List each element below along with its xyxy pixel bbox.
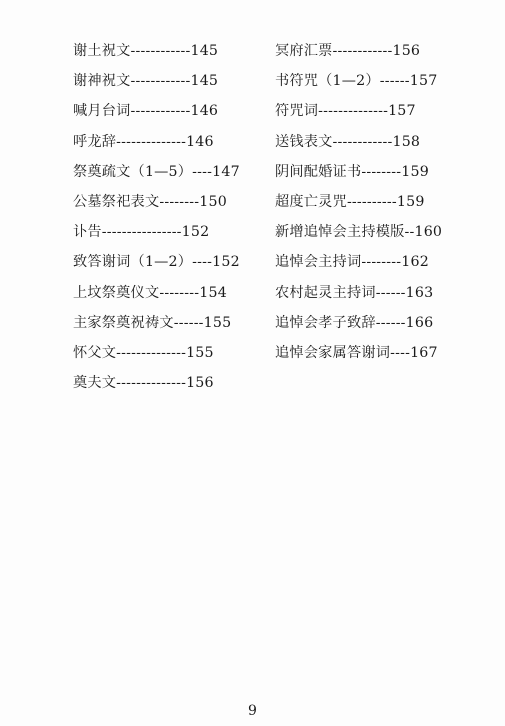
toc-entry: 追悼会孝子致辞------166 bbox=[275, 314, 434, 331]
toc-entry: 农村起灵主持词------163 bbox=[275, 284, 434, 301]
toc-right-column bbox=[275, 40, 453, 372]
toc-entry: 谢神祝文------------145 bbox=[73, 73, 219, 90]
toc-entry: 冥府汇票------------156 bbox=[275, 43, 421, 59]
toc-left-column bbox=[73, 40, 251, 402]
toc-entry: 上坟祭奠仪文--------154 bbox=[73, 284, 227, 301]
toc-entry: 阴间配婚证书--------159 bbox=[275, 163, 429, 180]
page-number: 9 bbox=[248, 703, 257, 719]
toc-entry: 奠夫文--------------156 bbox=[73, 375, 214, 392]
toc-entry: 新增追悼会主持模版--160 bbox=[275, 224, 443, 241]
toc-entry: 讣告----------------152 bbox=[73, 224, 210, 241]
toc-entry: 追悼会家属答谢词----167 bbox=[275, 344, 438, 361]
toc-entry: 祭奠疏文（1—5）----147 bbox=[73, 163, 240, 180]
toc-entry: 主家祭奠祝祷文------155 bbox=[73, 314, 232, 331]
toc-entry: 怀父文--------------155 bbox=[73, 344, 214, 361]
toc-entry: 呼龙辞--------------146 bbox=[73, 133, 214, 150]
toc-entry: 喊月台词------------146 bbox=[73, 103, 219, 120]
toc-entry: 送钱表文------------158 bbox=[275, 133, 421, 150]
toc-entry: 书符咒（1—2）------157 bbox=[275, 73, 438, 90]
toc-entry: 符咒词--------------157 bbox=[275, 103, 416, 120]
toc-entry: 谢土祝文------------145 bbox=[73, 43, 219, 59]
toc-entry: 追悼会主持词--------162 bbox=[275, 254, 429, 271]
toc-entry: 致答谢词（1—2）----152 bbox=[73, 254, 240, 271]
toc-entry: 公墓祭祀表文--------150 bbox=[73, 193, 227, 210]
toc-entry: 超度亡灵咒----------159 bbox=[275, 193, 425, 210]
